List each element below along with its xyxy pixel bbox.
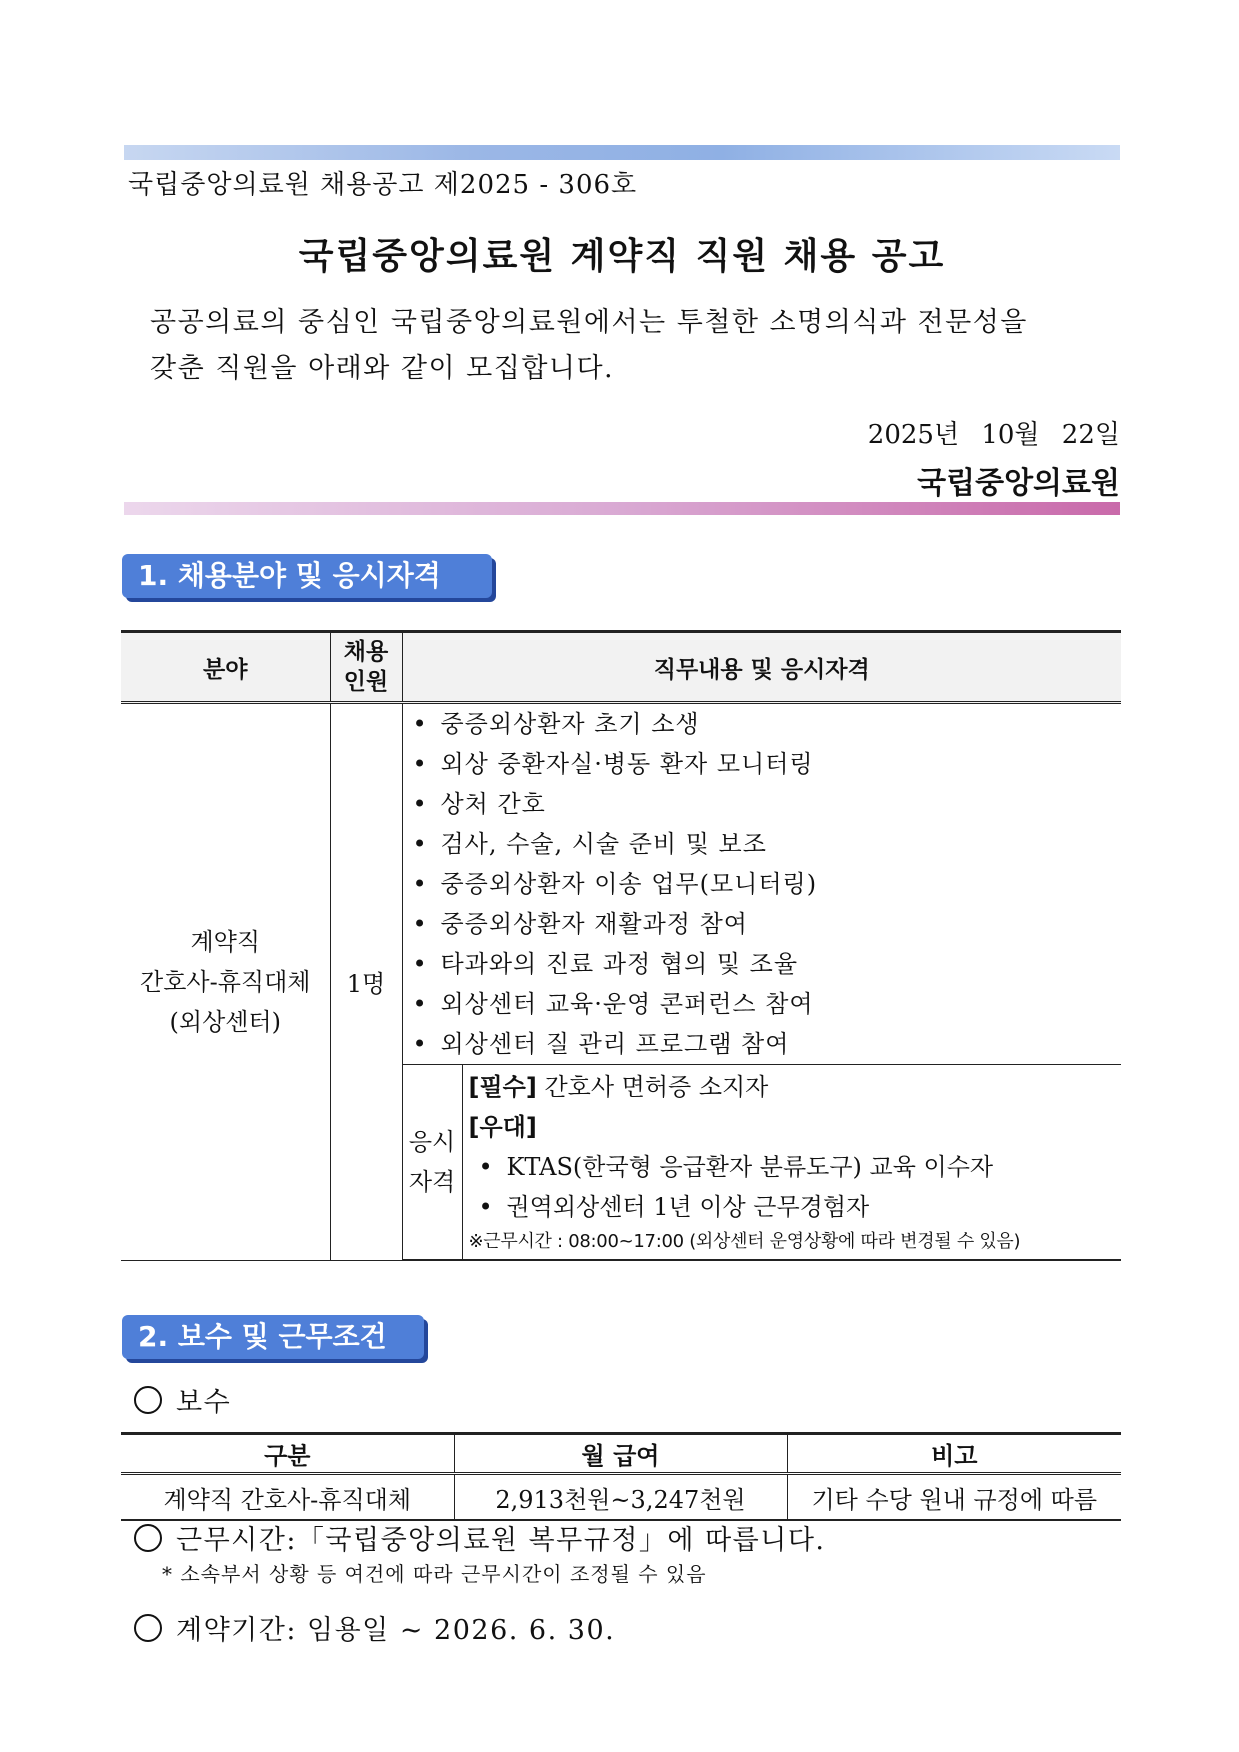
recruitment-table (121, 630, 1121, 1261)
circle-bullet-icon (134, 1614, 162, 1642)
list-item: • KTAS(한국형 응급환자 분류도구) 교육 이수자 (469, 1147, 1116, 1187)
intro-line: 공공의료의 중심인 국립중앙의료원에서는 투철한 소명의식과 전문성을 (150, 307, 1028, 338)
notice-number: 국립중앙의료원 채용공고 제2025 - 306호 (128, 170, 638, 200)
table-cell: 계약직 간호사-휴직대체 (121, 1474, 454, 1521)
list-item: • 외상센터 교육·운영 콘퍼런스 참여 (403, 984, 1122, 1024)
list-item: • 외상센터 질 관리 프로그램 참여 (403, 1024, 1122, 1064)
col-header-headcount-line: 채용 (343, 639, 389, 665)
list-item: • 중증외상환자 초기 소생 (403, 704, 1122, 744)
qualification-label-cell (402, 1065, 462, 1261)
field-line: (외상센터) (169, 1007, 281, 1036)
qualification-label-line: 자격 (408, 1168, 456, 1196)
qualification-cell (462, 1065, 1121, 1261)
list-item: • 검사, 수술, 시술 준비 및 보조 (403, 824, 1122, 864)
required-text: 간호사 면허증 소지자 (544, 1073, 769, 1101)
field-line: 간호사-휴직대체 (140, 967, 311, 996)
col-header-headcount (330, 632, 402, 703)
qualification-label-line: 응시 (408, 1128, 456, 1156)
list-item: • 상처 간호 (403, 784, 1122, 824)
headcount-cell: 1명 (330, 703, 402, 1261)
list-item: • 타과와의 진료 과정 협의 및 조율 (403, 944, 1122, 984)
contract-period-text: 계약기간: 임용일 ~ 2026. 6. 30. (176, 1615, 616, 1646)
work-hours-text: 근무시간:「국립중앙의료원 복무규정」에 따릅니다. (176, 1525, 826, 1556)
intro-line: 갖춘 직원을 아래와 같이 모집합니다. (150, 353, 615, 384)
pay-label (134, 1380, 231, 1419)
list-item: • 권역외상센터 1년 이상 근무경험자 (469, 1187, 1116, 1227)
required-tag: [필수] (468, 1073, 537, 1101)
preferred-tag: [우대] (468, 1113, 537, 1141)
table-cell: 기타 수당 원내 규정에 따름 (787, 1474, 1121, 1521)
col-header-field: 분야 (121, 632, 330, 703)
col-header-duties: 직무내용 및 응시자격 (402, 632, 1121, 703)
page-title: 국립중앙의료원 계약직 직원 채용 공고 (298, 236, 946, 277)
section-heading-pay: 2. 보수 및 근무조건 (122, 1315, 424, 1359)
announcement-date: 2025년 10월 22일 (867, 420, 1120, 450)
intro-text (150, 300, 1110, 392)
list-item: • 중증외상환자 이송 업무(모니터링) (403, 864, 1122, 904)
circle-bullet-icon (134, 1524, 162, 1552)
pay-col-header: 구분 (121, 1434, 454, 1474)
work-hours-footnote: * 소속부서 상황 등 여건에 따라 근무시간이 조정될 수 있음 (162, 1562, 707, 1586)
header-bottom-bar (124, 502, 1120, 515)
list-item: • 외상 중환자실·병동 환자 모니터링 (403, 744, 1122, 784)
circle-bullet-icon (134, 1386, 162, 1414)
pay-col-header: 비고 (787, 1434, 1121, 1474)
work-hours-note: ※근무시간 : 08:00~17:00 (외상센터 운영상황에 따라 변경될 수 있음) (468, 1231, 1021, 1252)
section-heading-recruitment: 1. 채용분야 및 응시자격 (122, 554, 492, 598)
contract-period (134, 1608, 615, 1647)
pay-col-header: 월 급여 (454, 1434, 787, 1474)
header-top-bar (124, 145, 1120, 160)
field-cell (121, 703, 330, 1261)
pay-label-text: 보수 (176, 1387, 232, 1418)
required-qualification (469, 1067, 1116, 1107)
work-hours (134, 1518, 825, 1557)
duties-list (403, 704, 1122, 1064)
col-header-headcount-line: 인원 (343, 669, 389, 695)
table-cell: 2,913천원~3,247천원 (454, 1474, 787, 1521)
list-item: • 중증외상환자 재활과정 참여 (403, 904, 1122, 944)
duties-cell (402, 703, 1121, 1065)
organization-name: 국립중앙의료원 (917, 466, 1120, 501)
field-line: 계약직 (190, 927, 261, 956)
pay-table (121, 1432, 1121, 1521)
